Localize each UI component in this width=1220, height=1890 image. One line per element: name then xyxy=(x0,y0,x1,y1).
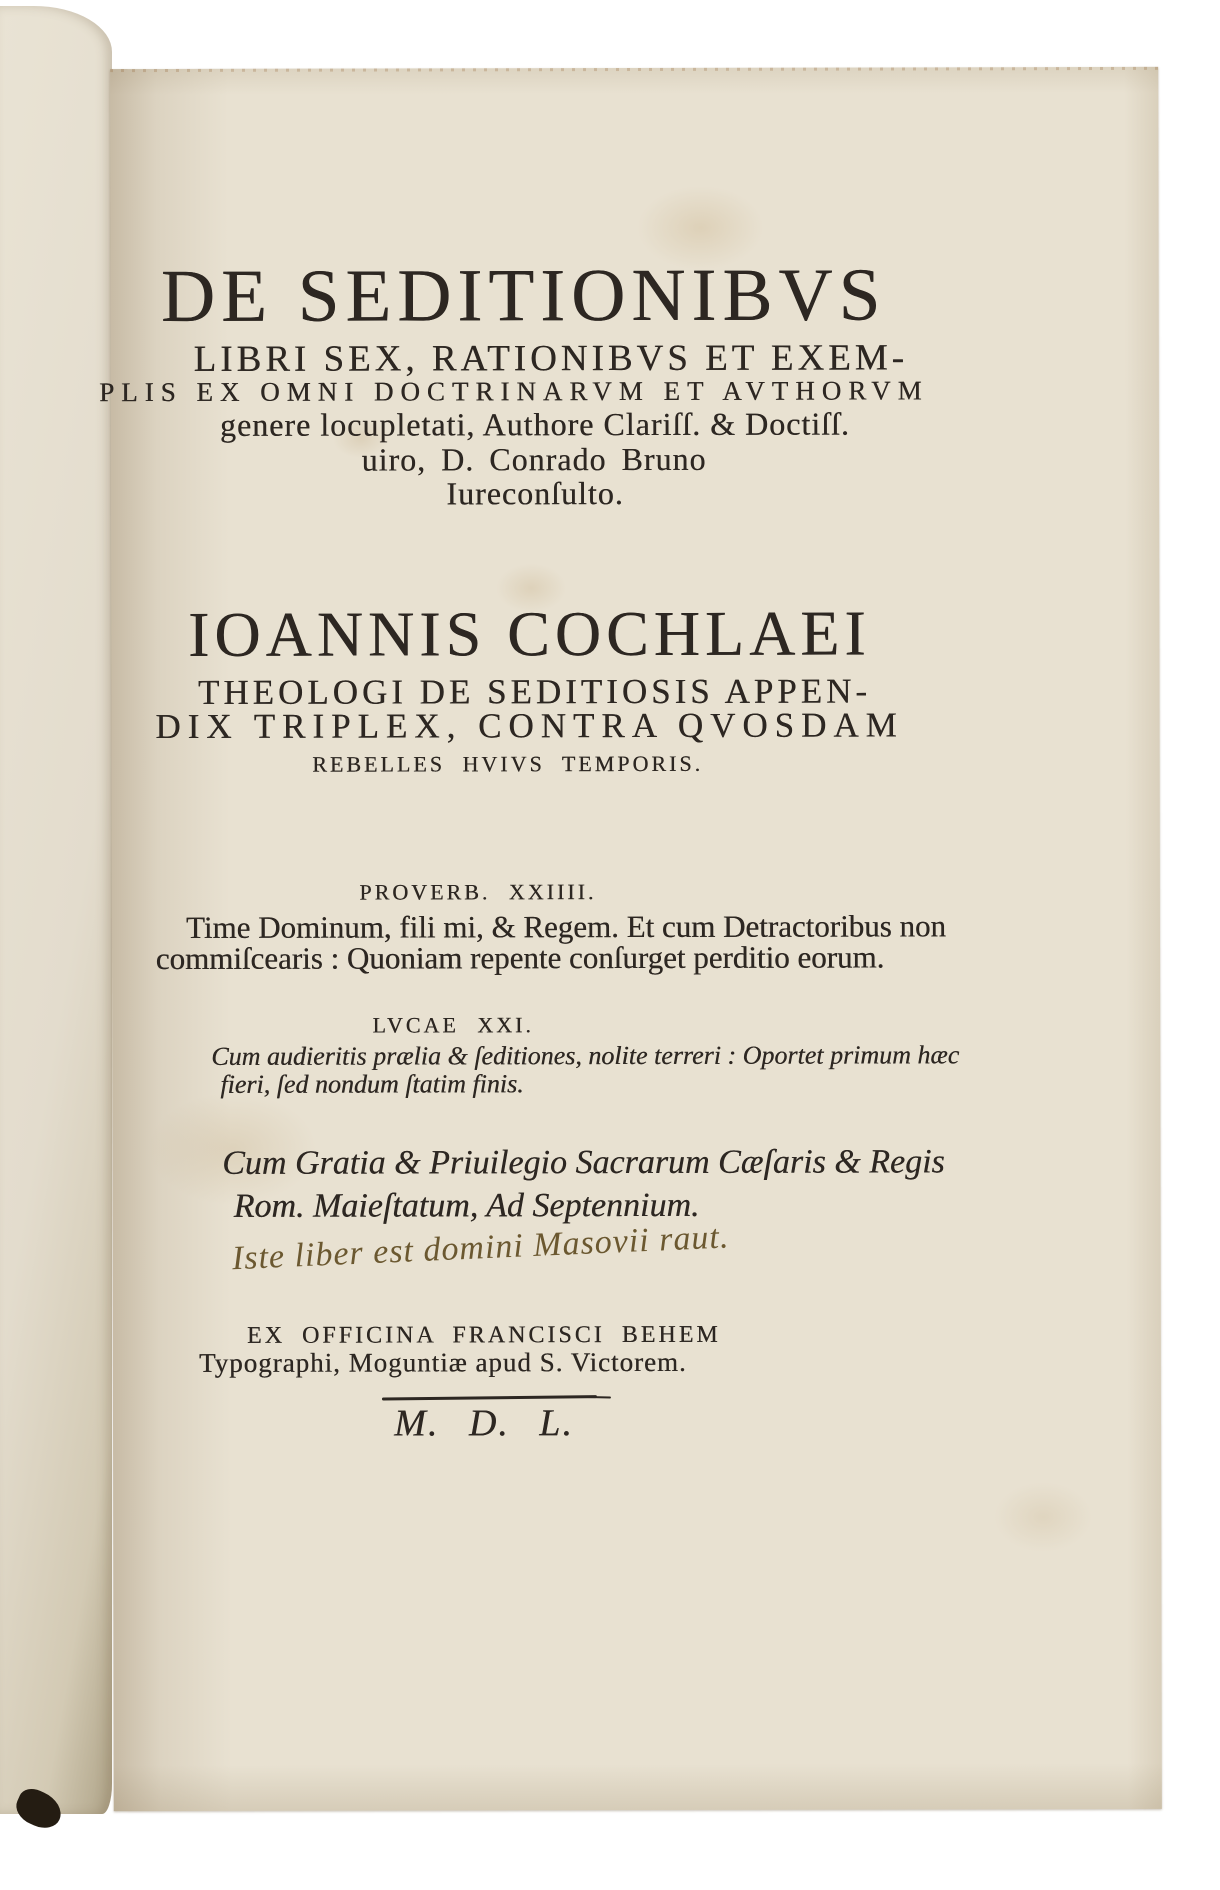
main-title-line-1: DE SEDITIONIBVS xyxy=(160,253,887,338)
author-title-line-1: IOANNIS COCHLAEI xyxy=(187,597,871,670)
imprint-line-2: Typographi, Moguntiæ apud S. Victorem. xyxy=(198,1346,687,1378)
date-rule xyxy=(382,1395,597,1400)
ownership-inscription: Iste liber est domini Masovii raut. xyxy=(231,1218,731,1278)
main-title-line-3: PLIS EX OMNI DOCTRINARVM ET AVTHORVM xyxy=(99,375,929,408)
imprint-date: M. D. L. xyxy=(394,1402,574,1445)
imprint-line-1: EX OFFICINA FRANCISCI BEHEM xyxy=(246,1321,721,1349)
title-page xyxy=(99,67,1162,1811)
main-title-line-5: uiro, D. Conrado Bruno xyxy=(361,440,707,478)
main-title-line-6: Iureconſulto. xyxy=(446,475,624,512)
main-title-line-2: LIBRI SEX, RATIONIBVS ET EXEM- xyxy=(193,337,909,380)
proverbs-line-1: Time Dominum, fili mi, & Regem. Et cum Detractoribus non xyxy=(185,908,947,945)
author-title-line-4: REBELLES HVIVS TEMPORIS. xyxy=(312,750,704,777)
author-title-line-2: THEOLOGI DE SEDITIOSIS APPEN- xyxy=(197,671,872,712)
author-title-line-3: DIX TRIPLEX, CONTRA QVOSDAM xyxy=(155,705,904,747)
proverbs-line-2: commiſcearis : Quoniam repente conſurget perditio eorum. xyxy=(155,939,885,977)
lucae-line-1: Cum audieritis prælia & ſeditiones, nolite terreri : Oportet primum hæc xyxy=(211,1040,960,1071)
privilege-line-1: Cum Gratia & Priuilegio Sacrarum Cæſaris & Regis xyxy=(222,1143,945,1182)
lucae-heading: LVCAE XXI. xyxy=(372,1012,534,1038)
lucae-line-2: fieri, ſed nondum ſtatim finis. xyxy=(220,1069,524,1099)
main-title-line-4: genere locupletati, Authore Clariſſ. & Doctiſſ. xyxy=(219,405,850,443)
privilege-line-2: Rom. Maieſtatum, Ad Septennium. xyxy=(233,1186,700,1225)
proverbs-heading: PROVERB. XXIIII. xyxy=(359,879,597,905)
